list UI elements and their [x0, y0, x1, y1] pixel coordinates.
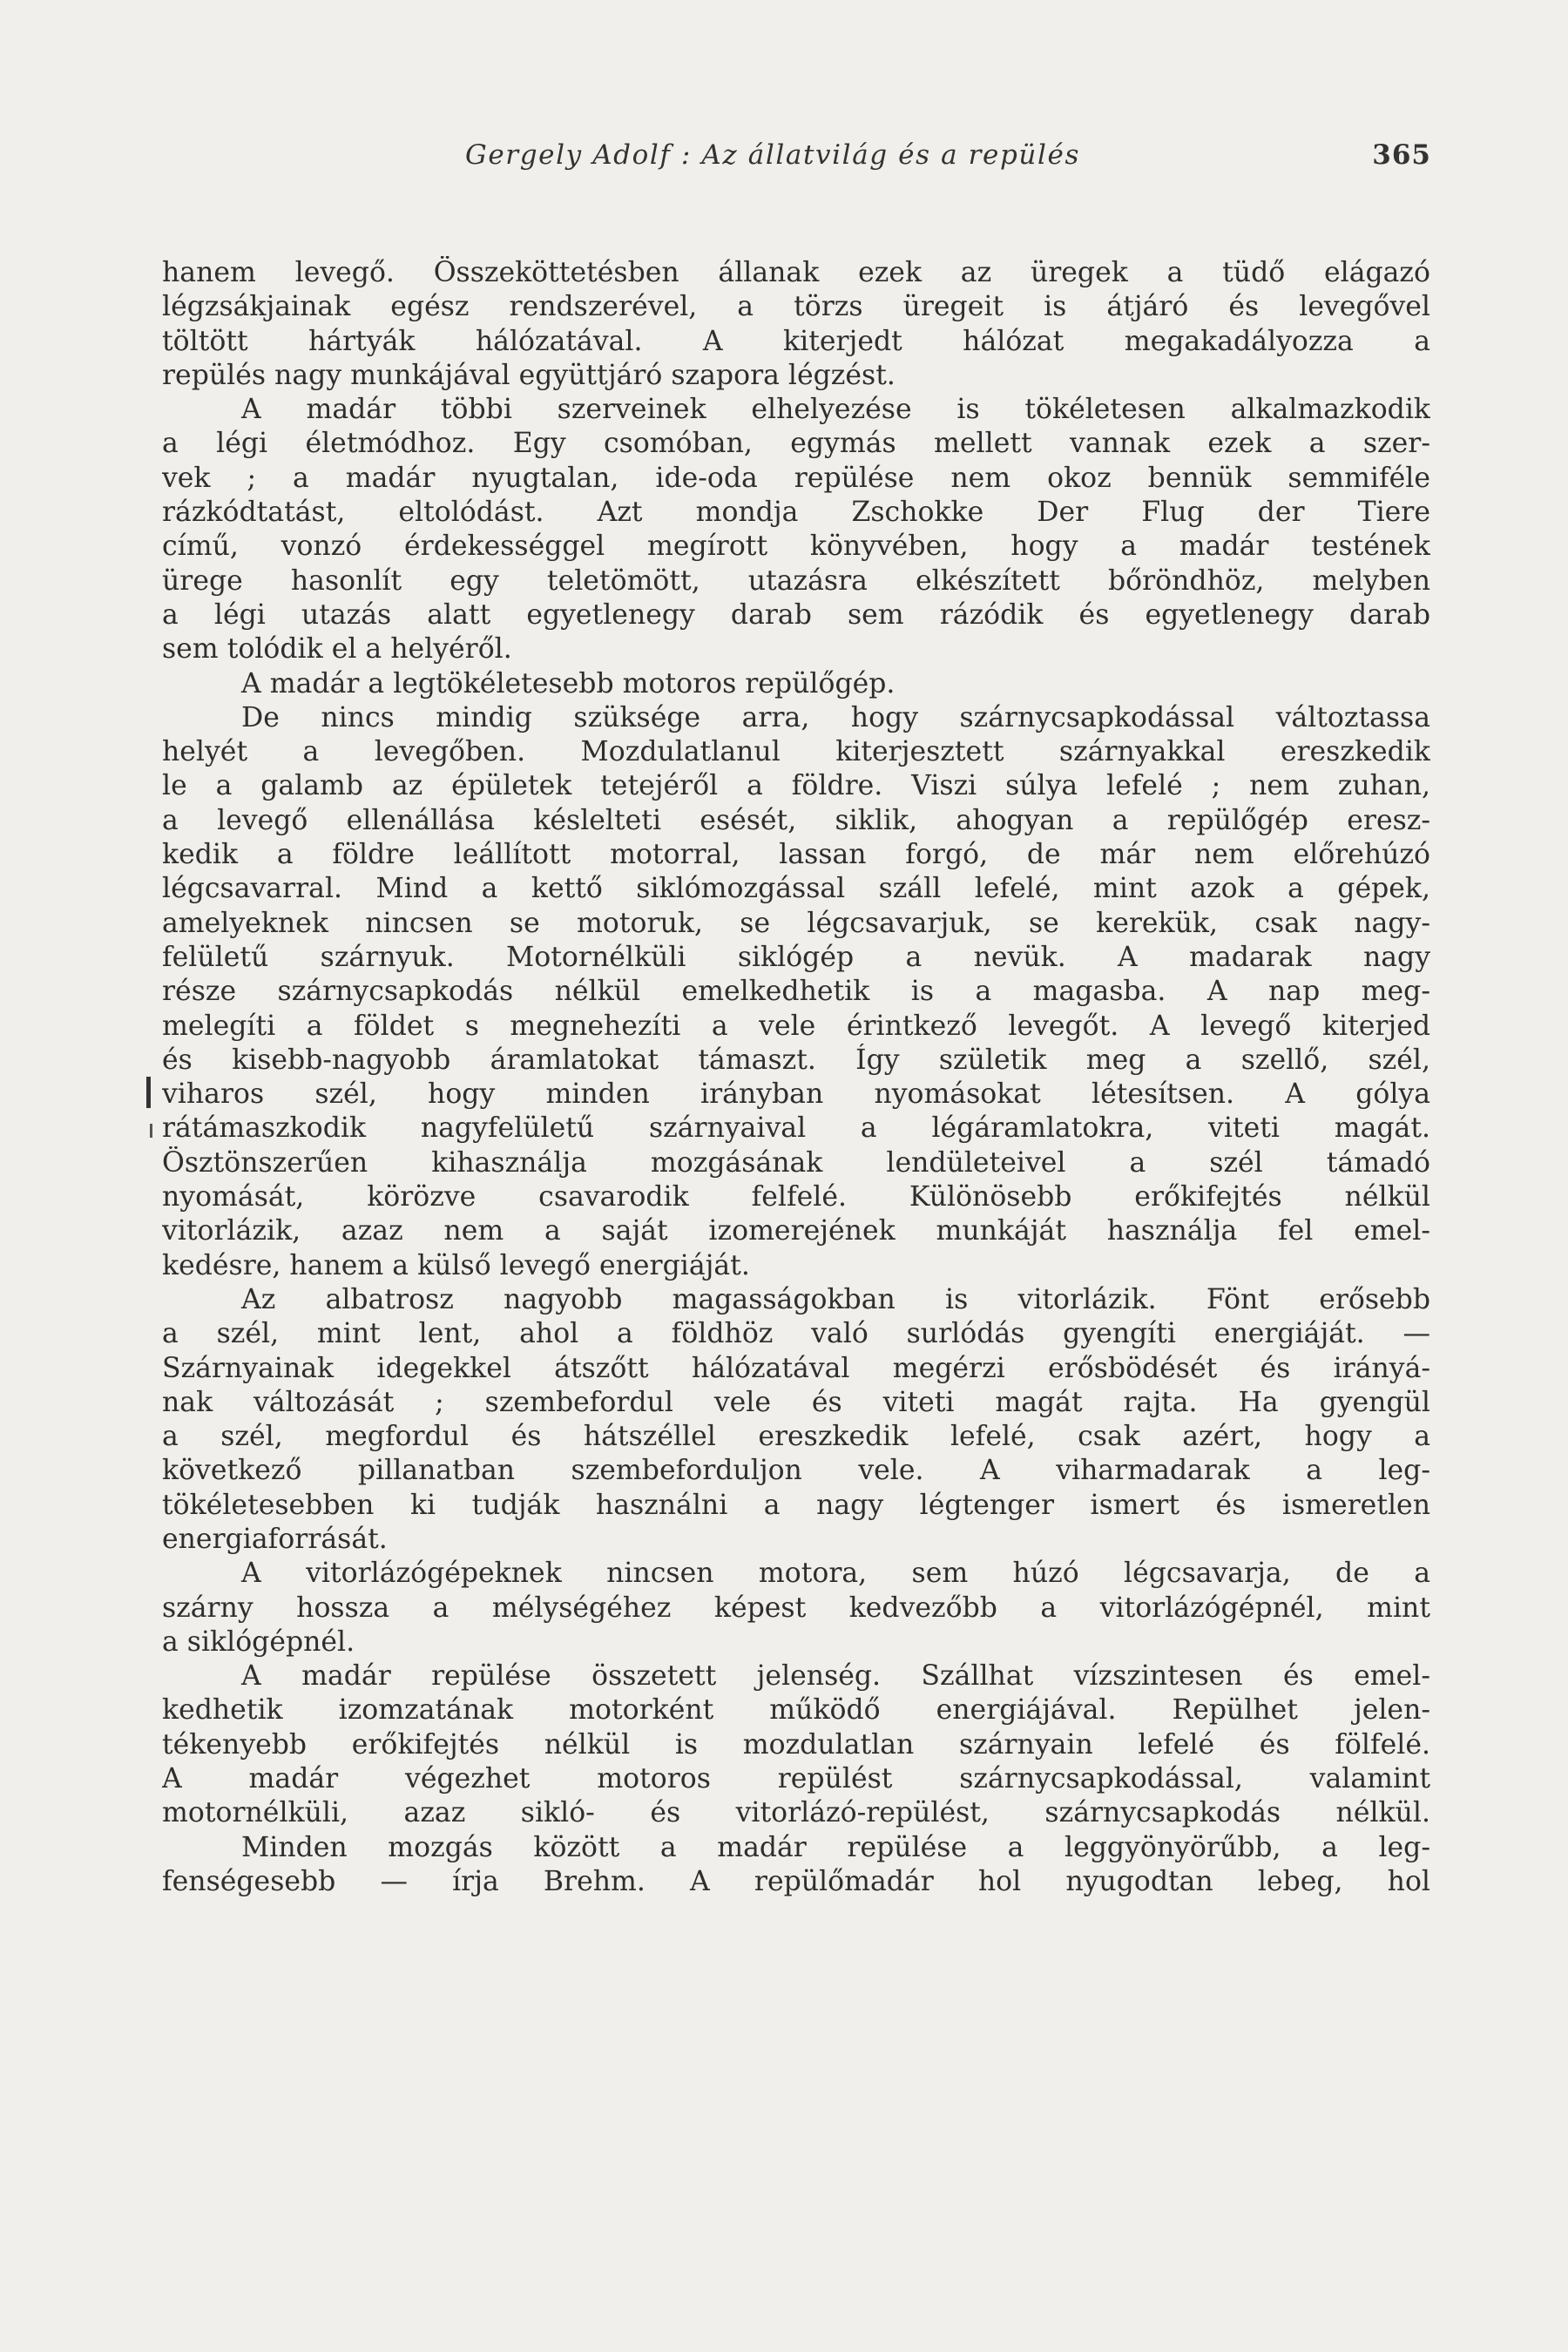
text-line: energiaforrását. [162, 1523, 388, 1555]
text-line: helyét a levegőben. Mozdulatlanul kiterjesztett szárnyakkal ereszkedik [162, 736, 1430, 768]
text-line: rátámaszkodik nagyfelületű szárnyaival a légáramlatokra, viteti magát. [162, 1112, 1430, 1145]
text-line: A madár többi szerveinek elhelyezése is tökéletesen alkalmazkodik [241, 394, 1430, 426]
text-line: repülés nagy munkájával együttjáró szapora légzést. [162, 359, 896, 391]
text-line: De nincs mindig szüksége arra, hogy szárnycsapkodással változtassa [241, 701, 1430, 733]
text-line: a levegő ellenállása késlelteti esését, siklik, ahogyan a repülőgép eresz- [162, 804, 1430, 836]
text-line: fenségesebb — írja Brehm. A repülőmadár hol nyugodtan lebeg, hol [162, 1865, 1430, 1897]
text-line: része szárnycsapkodás nélkül emelkedhetik is a magasba. A nap meg- [162, 976, 1430, 1008]
text-line: a légi utazás alatt egyetlenegy darab sem rázódik és egyetlenegy darab [162, 598, 1430, 631]
text-line: A madár végezhet motoros repülést szárnycsapkodással, valamint [162, 1763, 1430, 1795]
margin-mark [150, 1124, 152, 1138]
text-line: ürege hasonlít egy teletömött, utazásra elkészített bőröndhöz, melyben [162, 564, 1430, 597]
text-line: a szél, mint lent, ahol a földhöz való surlódás gyengíti energiáját. — [162, 1318, 1430, 1350]
text-line: A madár a legtökéletesebb motoros repülőgép. [241, 667, 896, 700]
text-line: légcsavarral. Mind a kettő siklómozgással száll lefelé, mint azok a gépek, [162, 873, 1430, 905]
text-line: a siklógépnél. [162, 1625, 355, 1658]
text-line: le a galamb az épületek tetejéről a földre. Viszi súlya lefelé ; nem zuhan, [162, 770, 1430, 802]
text-line: viharos szél, hogy minden irányban nyomásokat létesítsen. A gólya [162, 1078, 1430, 1111]
margin-mark [146, 1077, 151, 1108]
text-line: kedésre, hanem a külső levegő energiáját. [162, 1249, 750, 1281]
text-line: vek ; a madár nyugtalan, ide-oda repülése nem okoz bennük semmiféle [162, 462, 1430, 494]
text-line: kedik a földre leállított motorral, lassan forgó, de már nem előrehúzó [162, 839, 1430, 871]
text-line: tökéletesebben ki tudják használni a nagy légtenger ismert és ismeretlen [162, 1489, 1430, 1521]
text-line: felületű szárnyuk. Motornélküli siklógép a nevük. A madarak nagy [162, 941, 1430, 973]
text-line: rázkódtatást, eltolódást. Azt mondja Zschokke Der Flug der Tiere [162, 497, 1430, 529]
body-text [162, 256, 1430, 1899]
text-line: című, vonzó érdekességgel megírott könyvében, hogy a madár testének [162, 531, 1430, 563]
text-line: A vitorlázógépeknek nincsen motora, sem húzó légcsavarja, de a [241, 1558, 1430, 1590]
text-line: Minden mozgás között a madár repülése a leggyönyörűbb, a leg- [241, 1831, 1430, 1863]
text-line: szárny hossza a mélységéhez képest kedvezőbb a vitorlázógépnél, mint [162, 1592, 1430, 1624]
text-line: hanem levegő. Összeköttetésben állanak ezek az üregek a tüdő elágazó [162, 257, 1430, 288]
running-title: Gergely Adolf : Az állatvilág és a repülés [465, 139, 1080, 171]
text-line: következő pillanatban szembeforduljon vele. A viharmadarak a leg- [162, 1455, 1430, 1487]
text-line: és kisebb-nagyobb áramlatokat támaszt. Így születik meg a szellő, szél, [162, 1044, 1430, 1076]
page-number: 365 [1372, 139, 1431, 171]
text-line: töltött hártyák hálózatával. A kiterjedt hálózat megakadályozza a [162, 325, 1430, 357]
text-line: légzsákjainak egész rendszerével, a törzs üregeit is átjáró és levegővel [162, 291, 1430, 323]
running-head [465, 139, 1431, 181]
text-line: Szárnyainak idegekkel átszőtt hálózatával megérzi erősbödését és irányá- [162, 1352, 1430, 1384]
text-line: motornélküli, azaz sikló- és vitorlázó-repülést, szárnycsapkodás nélkül. [162, 1797, 1430, 1829]
text-line: kedhetik izomzatának motorként működő energiájával. Repülhet jelen- [162, 1694, 1430, 1727]
text-line: Ösztönszerűen kihasználja mozgásának lendületeivel a szél támadó [162, 1146, 1430, 1179]
text-line: nak változását ; szembefordul vele és viteti magát rajta. Ha gyengül [162, 1386, 1430, 1418]
text-line: vitorlázik, azaz nem a saját izomerejének munkáját használja fel emel- [162, 1215, 1430, 1247]
text-line: amelyeknek nincsen se motoruk, se légcsavarjuk, se kerekük, csak nagy- [162, 907, 1430, 939]
text-line: melegíti a földet s megnehezíti a vele érintkező levegőt. A levegő kiterjed [162, 1010, 1430, 1042]
text-line: tékenyebb erőkifejtés nélkül is mozdulatlan szárnyain lefelé és fölfelé. [162, 1728, 1430, 1761]
text-line: nyomását, körözve csavarodik felfelé. Különösebb erőkifejtés nélkül [162, 1181, 1430, 1213]
text-line: a szél, megfordul és hátszéllel ereszkedik lefelé, csak azért, hogy a [162, 1421, 1430, 1453]
text-line: A madár repülése összetett jelenség. Szállhat vízszintesen és emel- [241, 1660, 1430, 1693]
text-line: Az albatrosz nagyobb magasságokban is vitorlázik. Fönt erősebb [241, 1283, 1430, 1315]
text-line: a légi életmódhoz. Egy csomóban, egymás mellett vannak ezek a szer- [162, 428, 1430, 460]
text-line: sem tolódik el a helyéről. [162, 633, 512, 666]
